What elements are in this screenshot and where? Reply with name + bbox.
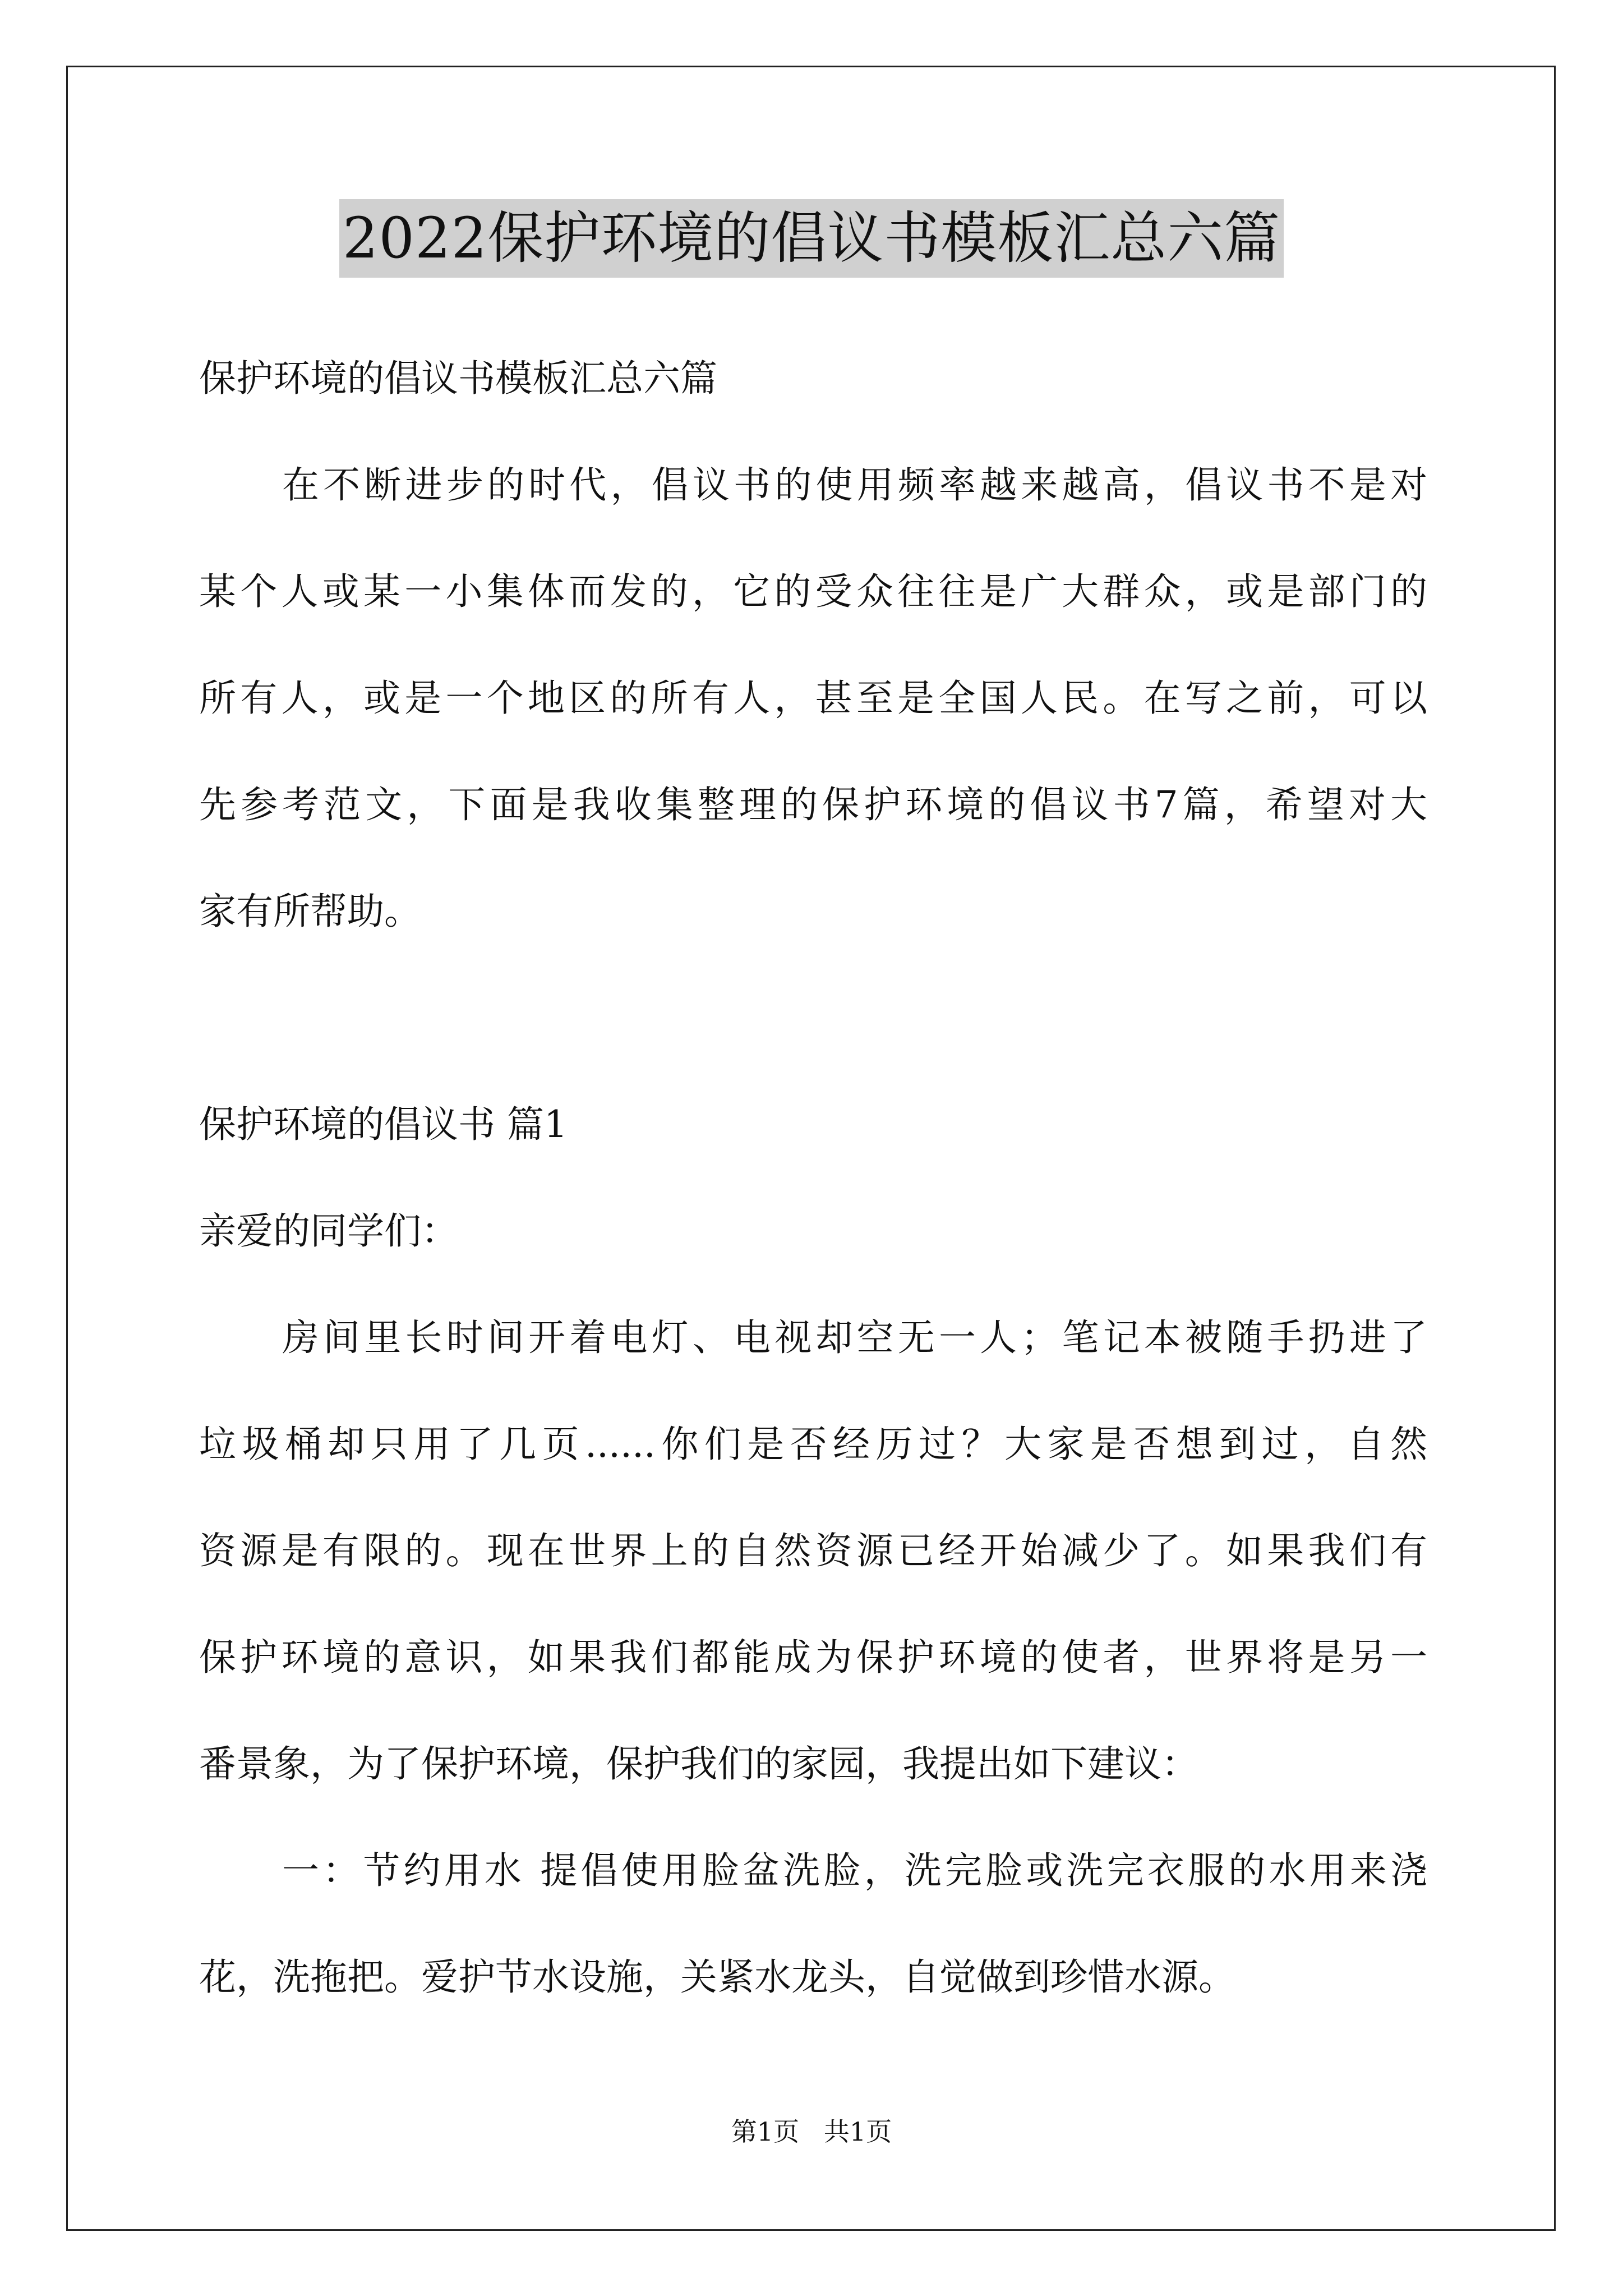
section-heading: 保护环境的倡议书 篇1 bbox=[199, 1103, 568, 1146]
paragraph-line: 在不断进步的时代，倡议书的使用频率越来越高，倡议书不是对 bbox=[282, 463, 1427, 507]
paragraph-line: 资源是有限的。现在世界上的自然资源已经开始减少了。如果我们有 bbox=[199, 1529, 1427, 1572]
paragraph-line: 花，洗拖把。爱护节水设施，关紧水龙头，自觉做到珍惜水源。 bbox=[199, 1955, 1235, 1999]
paragraph-line: 垃圾桶却只用了几页......你们是否经历过？大家是否想到过，自然 bbox=[199, 1423, 1427, 1466]
paragraph-line: 番景象，为了保护环境，保护我们的家园，我提出如下建议： bbox=[199, 1742, 1198, 1786]
paragraph-line: 保护环境的意识，如果我们都能成为保护环境的使者，世界将是另一 bbox=[199, 1636, 1427, 1679]
paragraph-line: 房间里长时间开着电灯、电视却空无一人；笔记本被随手扔进了 bbox=[282, 1316, 1427, 1359]
paragraph-line: 某个人或某一小集体而发的，它的受众往往是广大群众，或是部门的 bbox=[199, 570, 1427, 613]
subtitle-line: 保护环境的倡议书模板汇总六篇 bbox=[199, 357, 717, 400]
paragraph-line: 家有所帮助。 bbox=[199, 890, 421, 933]
page-footer: 第1页 共1页 bbox=[731, 2116, 892, 2147]
title-container bbox=[0, 199, 1623, 278]
document-title: 2022保护环境的倡议书模板汇总六篇 bbox=[339, 199, 1284, 278]
paragraph-line: 先参考范文，下面是我收集整理的保护环境的倡议书7篇，希望对大 bbox=[199, 783, 1427, 826]
paragraph-line: 一：节约用水 提倡使用脸盆洗脸，洗完脸或洗完衣服的水用来浇 bbox=[282, 1849, 1427, 1892]
paragraph-line: 所有人，或是一个地区的所有人，甚至是全国人民。在写之前，可以 bbox=[199, 677, 1427, 720]
salutation: 亲爱的同学们： bbox=[199, 1209, 458, 1253]
